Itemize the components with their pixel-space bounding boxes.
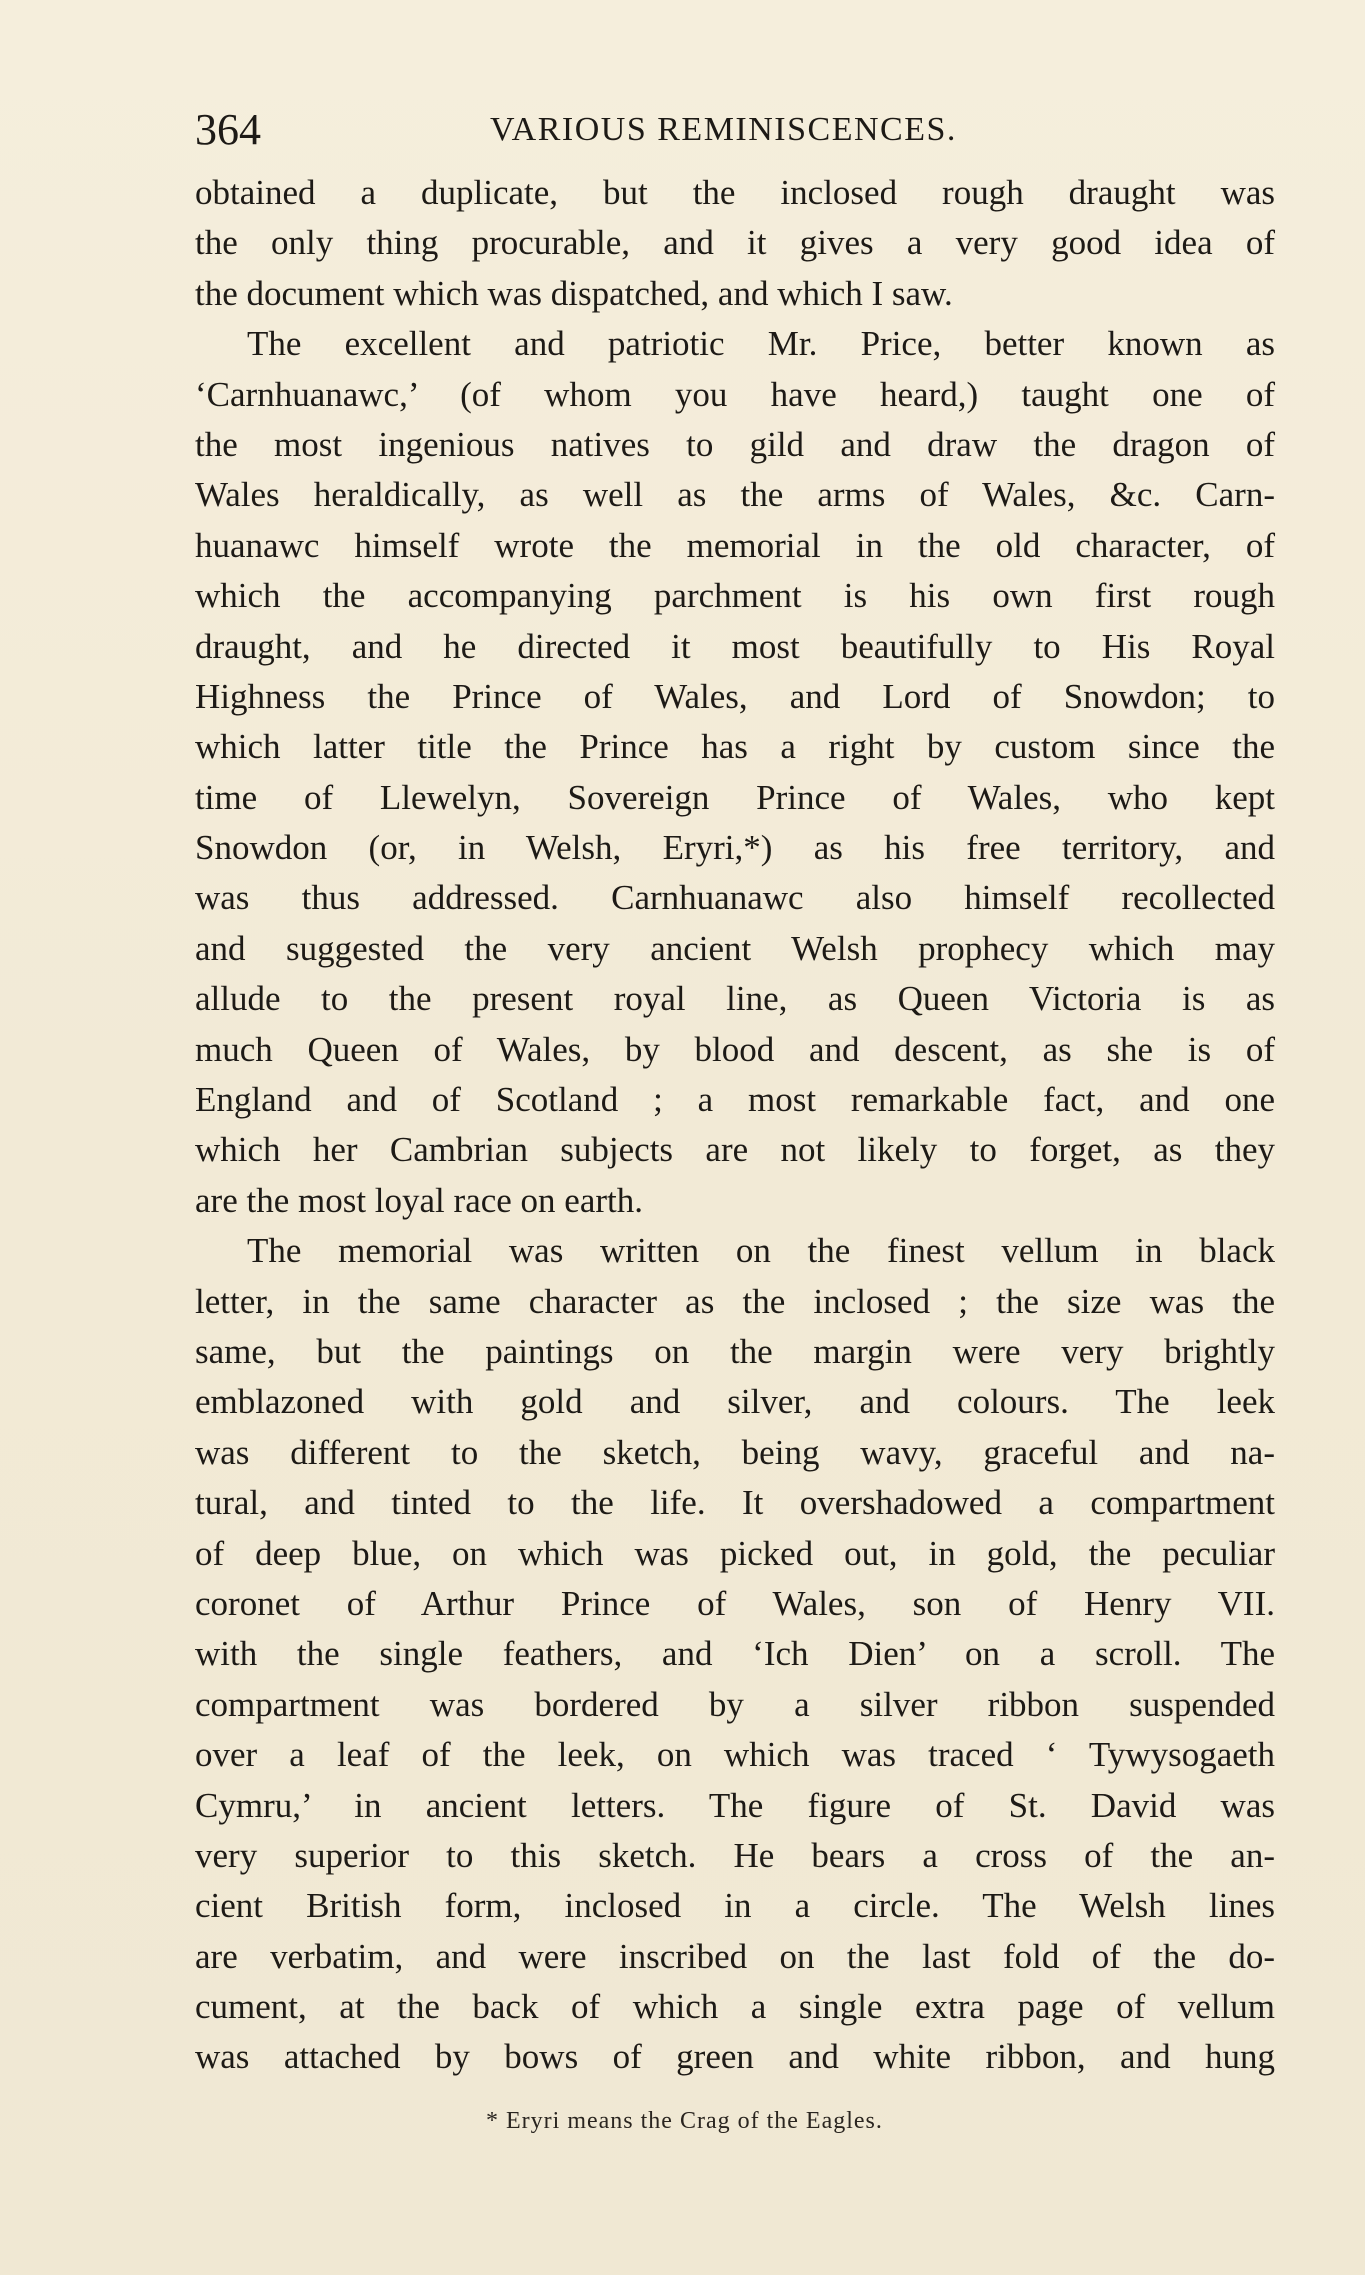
text-line: was attached by bows of green and white ribbon, and hung — [195, 2037, 1275, 2077]
text-line: obtained a duplicate, but the inclosed rough draught was — [195, 173, 1275, 212]
text-line: the document which was dispatched, and which I saw. — [195, 273, 953, 313]
text-line: tural, and tinted to the life. It overshadowed a compartment — [195, 1483, 1275, 1523]
text-line: Highness the Prince of Wales, and Lord of Snowdon; to — [195, 676, 1275, 716]
body-text — [195, 168, 1275, 2083]
text-line: which latter title the Prince has a right by custom since the — [195, 727, 1275, 767]
page-number: 364 — [195, 105, 261, 154]
text-line: cient British form, inclosed in a circle. The Welsh lines — [195, 1886, 1275, 1926]
text-line: very superior to this sketch. He bears a cross of the an- — [195, 1835, 1275, 1875]
text-line: allude to the present royal line, as Queen Victoria is as — [195, 979, 1275, 1019]
text-line: are verbatim, and were inscribed on the last fold of the do- — [195, 1936, 1275, 1976]
text-line: which her Cambrian subjects are not likely to forget, as they — [195, 1130, 1275, 1170]
text-line: The memorial was written on the finest vellum in black — [247, 1231, 1275, 1271]
text-line: with the single feathers, and ‘Ich Dien’ on a scroll. The — [195, 1634, 1275, 1674]
text-line: The excellent and patriotic Mr. Price, better known as — [247, 324, 1275, 364]
footnote: * Eryri means the Crag of the Eagles. — [486, 2108, 883, 2134]
text-line: of deep blue, on which was picked out, in gold, the peculiar — [195, 1533, 1275, 1573]
text-line: ‘Carnhuanawc,’ (of whom you have heard,) taught one of — [195, 374, 1275, 414]
text-line: which the accompanying parchment is his own first rough — [195, 576, 1275, 616]
text-line: draught, and he directed it most beautifully to His Royal — [195, 626, 1275, 666]
text-line: letter, in the same character as the inclosed ; the size was the — [195, 1281, 1275, 1321]
running-head: VARIOUS REMINISCENCES. — [490, 111, 957, 148]
text-line: the most ingenious natives to gild and draw the dragon of — [195, 424, 1275, 464]
text-line: the only thing procurable, and it gives a very good idea of — [195, 223, 1275, 263]
text-line: Cymru,’ in ancient letters. The figure of St. David was — [195, 1785, 1275, 1825]
text-line: was thus addressed. Carnhuanawc also himself recollected — [195, 878, 1275, 918]
page-header — [195, 100, 1280, 160]
text-line: Wales heraldically, as well as the arms of Wales, &c. Carn- — [195, 475, 1275, 515]
text-line: was different to the sketch, being wavy, graceful and na- — [195, 1432, 1275, 1472]
text-line: emblazoned with gold and silver, and colours. The leek — [195, 1382, 1275, 1422]
text-line: time of Llewelyn, Sovereign Prince of Wales, who kept — [195, 777, 1275, 817]
text-line: same, but the paintings on the margin were very brightly — [195, 1331, 1275, 1371]
text-line: Snowdon (or, in Welsh, Eryri,*) as his free territory, and — [195, 828, 1275, 868]
text-line: huanawc himself wrote the memorial in the old character, of — [195, 525, 1275, 565]
text-line: and suggested the very ancient Welsh prophecy which may — [195, 928, 1275, 968]
text-line: much Queen of Wales, by blood and descent, as she is of — [195, 1029, 1275, 1069]
text-line: coronet of Arthur Prince of Wales, son of Henry VII. — [195, 1583, 1275, 1623]
text-line: over a leaf of the leek, on which was traced ‘ Tywysogaeth — [195, 1735, 1275, 1775]
text-line: cument, at the back of which a single extra page of vellum — [195, 1987, 1275, 2027]
text-line: England and of Scotland ; a most remarkable fact, and one — [195, 1080, 1275, 1120]
text-line: are the most loyal race on earth. — [195, 1180, 643, 1220]
text-line: compartment was bordered by a silver ribbon suspended — [195, 1684, 1275, 1724]
